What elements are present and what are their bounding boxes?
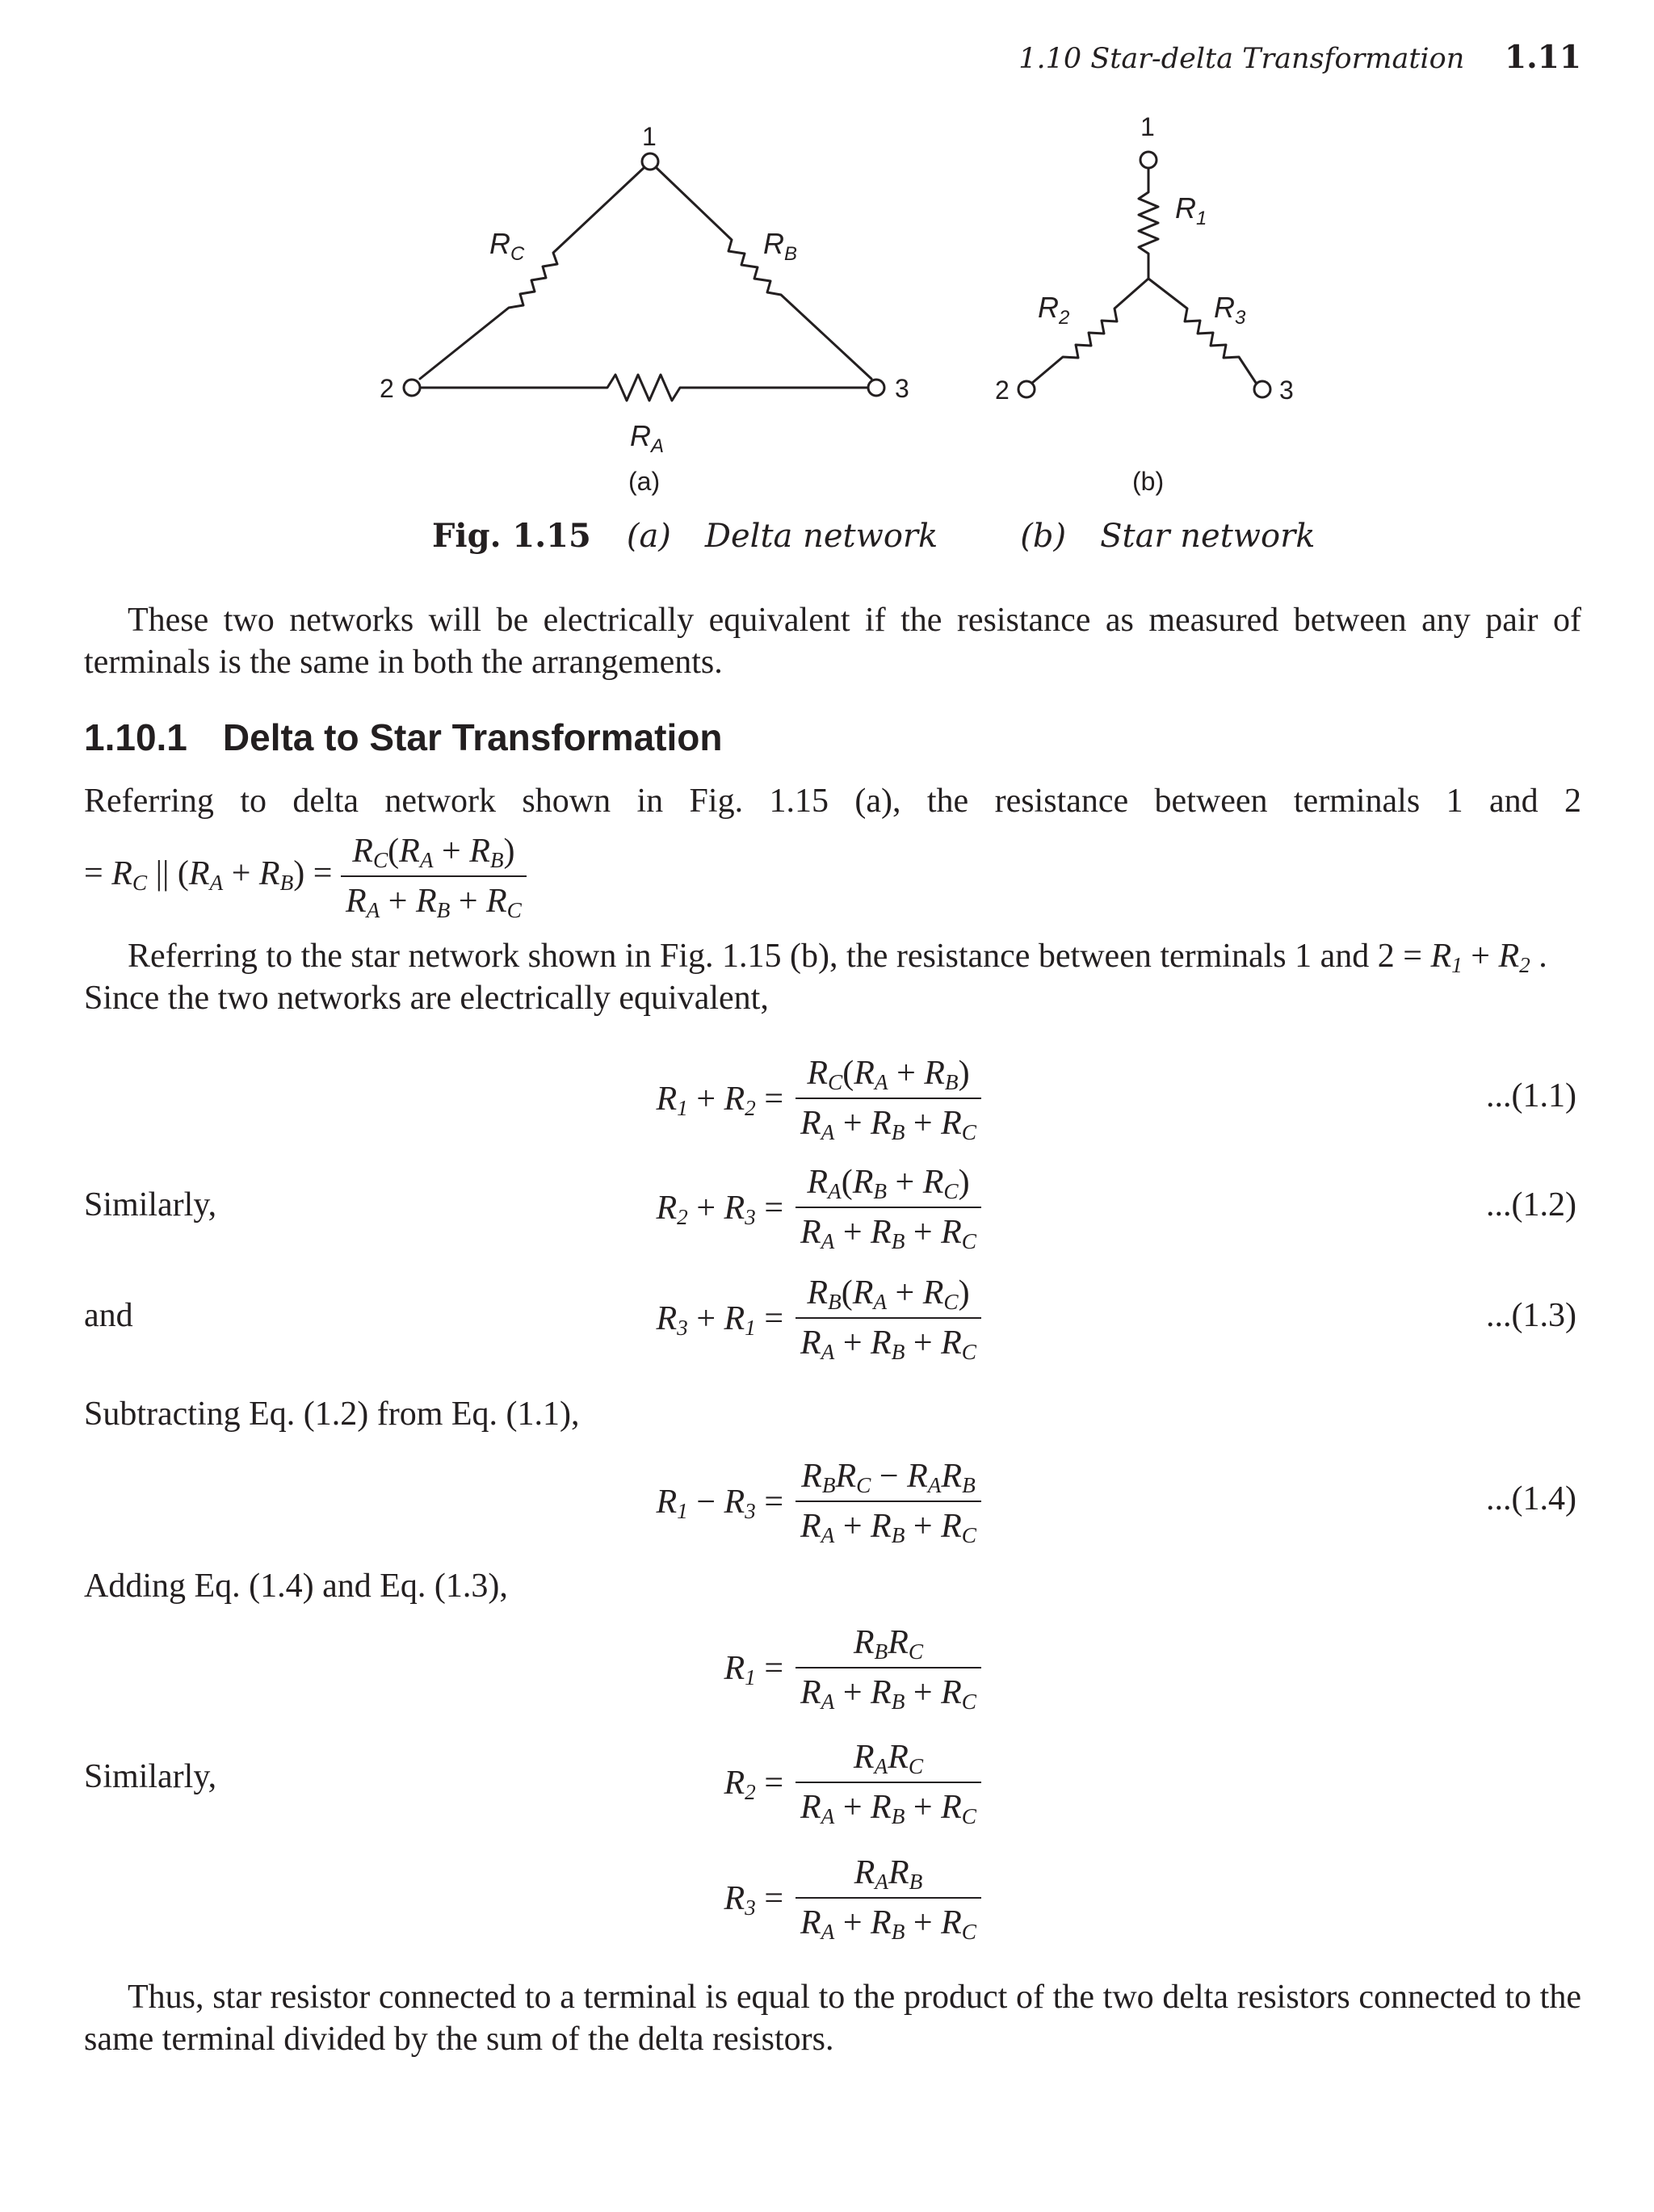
- svg-text:R2: $R_2$: [1038, 291, 1070, 329]
- star-terminal-3-label: 3: [1279, 376, 1294, 405]
- text-subtracting: Subtracting Eq. (1.2) from Eq. (1.1),: [84, 1396, 580, 1433]
- caption-part-a: Delta network: [704, 518, 938, 555]
- star-r3-resistor: [1148, 279, 1256, 383]
- delta-ra-label: R: [630, 419, 651, 452]
- delta-ra-resistor: [420, 375, 868, 401]
- star-terminal-2-label: 2: [995, 376, 1010, 405]
- delta-terminal-2: [404, 380, 420, 396]
- caption-part-b: Star network: [1100, 518, 1316, 555]
- equation-number-1-1: ...(1.1): [1486, 1077, 1576, 1114]
- text-adding: Adding Eq. (1.4) and Eq. (1.3),: [84, 1568, 508, 1605]
- section-heading: 1.10.1 Delta to Star Transformation: [84, 716, 723, 758]
- delta-subfigure-label: (a): [628, 467, 661, 496]
- figure-1-15: [0, 105, 1654, 509]
- paragraph-equivalent: Since the two networks are electrically equivalent,: [84, 980, 769, 1017]
- delta-terminal-3-label: 3: [895, 374, 909, 403]
- star-r1-label: R: [1175, 191, 1196, 225]
- section-title: 1.10 Star-delta Transformation: [1018, 43, 1465, 75]
- delta-rc-label: R: [489, 227, 510, 260]
- delta-terminal-1-label: 1: [642, 122, 657, 151]
- equation-number-1-3: ...(1.3): [1486, 1297, 1576, 1334]
- star-terminal-2: [1018, 381, 1035, 397]
- svg-text:RB: $R_B$: [763, 227, 798, 265]
- star-r3-label: R: [1214, 291, 1235, 324]
- star-subfigure-label: (b): [1132, 467, 1165, 496]
- paragraph-equivalence: These two networks will be electrically equivalent if the resistance as measured between any pair of terminals is the same in both the arrangements.: [84, 602, 1581, 681]
- caption-fig-number: Fig. 1.15: [432, 517, 591, 555]
- star-r2-label: R: [1038, 291, 1059, 324]
- figure-caption: Fig. 1.15 (a) Delta network (b) Star network: [432, 517, 1316, 555]
- delta-rb-resistor: [657, 168, 871, 379]
- paragraph-conclusion: Thus, star resistor connected to a terminal is equal to the product of the two delta resistors connected to the same terminal divided by the sum of the delta resistors.: [84, 1979, 1581, 2058]
- equation-number-1-2: ...(1.2): [1486, 1186, 1576, 1224]
- svg-text:RA: $R_A$: [630, 419, 665, 457]
- equation-number-1-4: ...(1.4): [1486, 1480, 1576, 1517]
- star-terminal-3: [1254, 381, 1270, 397]
- paragraph-star-resistance: Referring to the star network shown in Fig. 1.15 (b), the resistance between terminals 1 and $2 = R_1 + R_2$ .: [128, 938, 1547, 977]
- delta-rc-resistor: [420, 168, 644, 379]
- svg-text:RC: $R_C$: [489, 227, 525, 265]
- paragraph-delta-resistance: Referring to delta network shown in Fig. 1.15 (a), the resistance between terminals 1 and 2: [84, 783, 1581, 820]
- star-terminal-1: [1140, 152, 1157, 168]
- svg-text:R1: $R_1$: [1175, 191, 1207, 229]
- delta-terminal-1: [642, 153, 658, 170]
- equation-delta-12: = $R_C$ || $(R_A + R_B)$ = $\frac{R_C(R_A + R_B)}{R_A + R_B + R_C}$: [84, 832, 527, 921]
- star-r1-resistor: [1139, 168, 1158, 279]
- page-number: 1.11: [1505, 39, 1581, 76]
- delta-terminal-3: [868, 380, 884, 396]
- delta-terminal-2-label: 2: [380, 374, 394, 403]
- running-head: [1018, 39, 1581, 76]
- svg-text:R3: $R_3$: [1214, 291, 1246, 329]
- delta-rb-label: R: [763, 227, 784, 260]
- star-terminal-1-label: 1: [1140, 112, 1155, 141]
